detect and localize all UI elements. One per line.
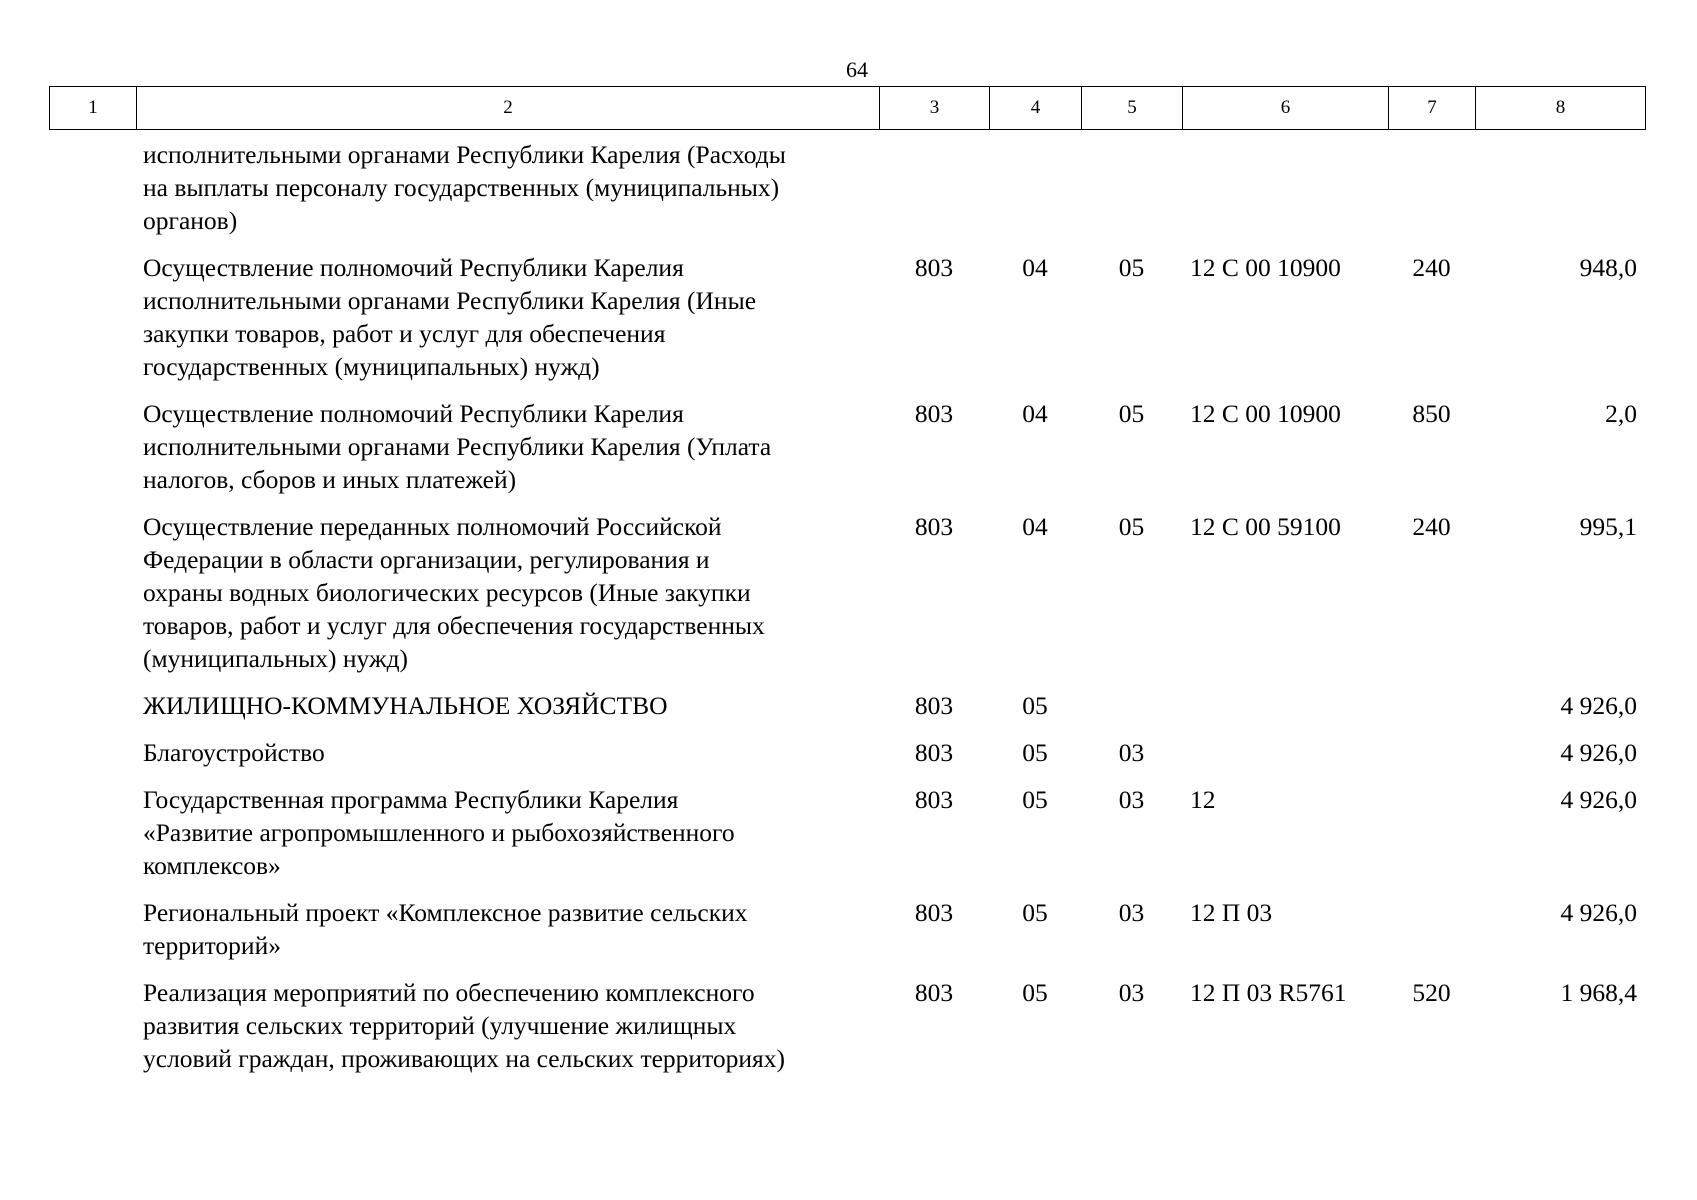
column-header-table (49, 86, 1646, 130)
row-name: Реализация мероприятий по обеспечению комплексного развития сельских территорий (улучшение жилищных условий граждан, проживающих на сельских территориях) (143, 978, 785, 1073)
page-number: 64 (846, 57, 868, 82)
row-name: Государственная программа Республики Карелия «Развитие агропромышленного и рыбохозяйственного комплексов» (143, 785, 735, 880)
row-name: Осуществление полномочий Республики Карелия исполнительными органами Республики Карелия (Иные закупки товаров, работ и услуг для обеспечения государственных (муниципальных) нужд) (143, 253, 757, 381)
row-subsection-code (1081, 689, 1182, 736)
table-row (49, 783, 1645, 896)
budget-table (49, 138, 1645, 1089)
column-header-7: 7 (1389, 87, 1476, 130)
column-header-2: 2 (137, 87, 880, 130)
row-section-code: 04 (1022, 253, 1048, 282)
row-subsection-code: 05 (1118, 399, 1145, 428)
row-amount: 1 968,4 (1560, 978, 1637, 1007)
row-subsection-code: 05 (1118, 253, 1145, 282)
row-expense-type (1388, 689, 1475, 736)
row-section-code: 05 (1022, 898, 1048, 927)
row-grbs-code: 803 (914, 399, 954, 428)
row-grbs-code: 803 (914, 785, 954, 814)
row-subsection-code: 03 (1118, 785, 1145, 814)
row-amount: 4 926,0 (1560, 898, 1637, 927)
row-target-article: 12 П 03 R5761 (1190, 978, 1347, 1007)
row-expense-type (1388, 736, 1475, 783)
column-header-3: 3 (880, 87, 990, 130)
row-expense-type: 520 (1412, 978, 1451, 1007)
row-name: Региональный проект «Комплексное развитие сельских территорий» (143, 898, 748, 960)
row-target-article: 12 П 03 (1190, 898, 1273, 927)
row-grbs-code: 803 (914, 253, 954, 282)
row-name: Осуществление переданных полномочий Российской Федерации в области организации, регулирования и охраны водных биологических ресурсов (Иные закупки товаров, работ и услуг для обеспечения государственных (муниципальных) нужд) (143, 512, 765, 673)
row-target-article (1182, 689, 1388, 736)
row-expense-type: 240 (1412, 253, 1451, 282)
row-target-article: 12 С 00 10900 (1190, 399, 1341, 428)
row-section-code (989, 138, 1081, 251)
row-grbs-code: 803 (914, 978, 954, 1007)
row-grbs-code: 803 (914, 738, 954, 767)
row-amount: 948,0 (1579, 253, 1637, 282)
row-amount (1475, 138, 1645, 251)
row-amount: 995,1 (1579, 512, 1637, 541)
row-expense-type (1388, 783, 1475, 896)
row-name: Благоустройство (143, 738, 325, 767)
row-subsection-code: 03 (1118, 738, 1145, 767)
budget-table-body (49, 138, 1645, 1089)
row-expense-type: 850 (1412, 399, 1451, 428)
row-section-code: 05 (1022, 738, 1048, 767)
row-subsection-code: 03 (1118, 978, 1145, 1007)
row-grbs-code: 803 (914, 691, 954, 720)
column-header-row (50, 87, 1646, 130)
row-section-code: 05 (1022, 978, 1048, 1007)
column-header-8: 8 (1476, 87, 1646, 130)
column-header-4: 4 (990, 87, 1082, 130)
column-header-6: 6 (1183, 87, 1389, 130)
row-grbs-code: 803 (914, 512, 954, 541)
row-amount: 4 926,0 (1560, 691, 1637, 720)
table-row (49, 251, 1645, 397)
table-row (49, 510, 1645, 689)
row-target-article: 12 (1190, 785, 1216, 814)
row-section-code: 05 (1022, 691, 1048, 720)
row-section-code: 05 (1022, 785, 1048, 814)
row-subsection-code (1081, 138, 1182, 251)
row-section-code: 04 (1022, 512, 1048, 541)
table-row (49, 896, 1645, 976)
row-target-article (1182, 138, 1388, 251)
row-amount: 4 926,0 (1560, 785, 1637, 814)
row-expense-type (1388, 138, 1475, 251)
row-grbs-code: 803 (914, 898, 954, 927)
row-amount: 4 926,0 (1560, 738, 1637, 767)
column-header-5: 5 (1082, 87, 1183, 130)
column-header-1: 1 (50, 87, 137, 130)
row-name: Осуществление полномочий Республики Карелия исполнительными органами Республики Карелия (Уплата налогов, сборов и иных платежей) (143, 399, 772, 494)
row-target-article: 12 С 00 59100 (1190, 512, 1341, 541)
table-row (49, 138, 1645, 251)
row-expense-type: 240 (1412, 512, 1451, 541)
row-subsection-code: 05 (1118, 512, 1145, 541)
row-amount: 2,0 (1605, 399, 1637, 428)
row-target-article (1182, 736, 1388, 783)
row-target-article: 12 С 00 10900 (1190, 253, 1341, 282)
row-subsection-code: 03 (1118, 898, 1145, 927)
table-row (49, 397, 1645, 510)
row-name: исполнительными органами Республики Карелия (Расходы на выплаты персоналу государственных (муниципальных) органов) (143, 140, 786, 235)
row-grbs-code (879, 138, 989, 251)
table-row (49, 736, 1645, 783)
row-expense-type (1388, 896, 1475, 976)
row-section-code: 04 (1022, 399, 1048, 428)
table-row (49, 976, 1645, 1089)
table-row (49, 689, 1645, 736)
row-name: ЖИЛИЩНО-КОММУНАЛЬНОЕ ХОЗЯЙСТВО (143, 691, 668, 720)
